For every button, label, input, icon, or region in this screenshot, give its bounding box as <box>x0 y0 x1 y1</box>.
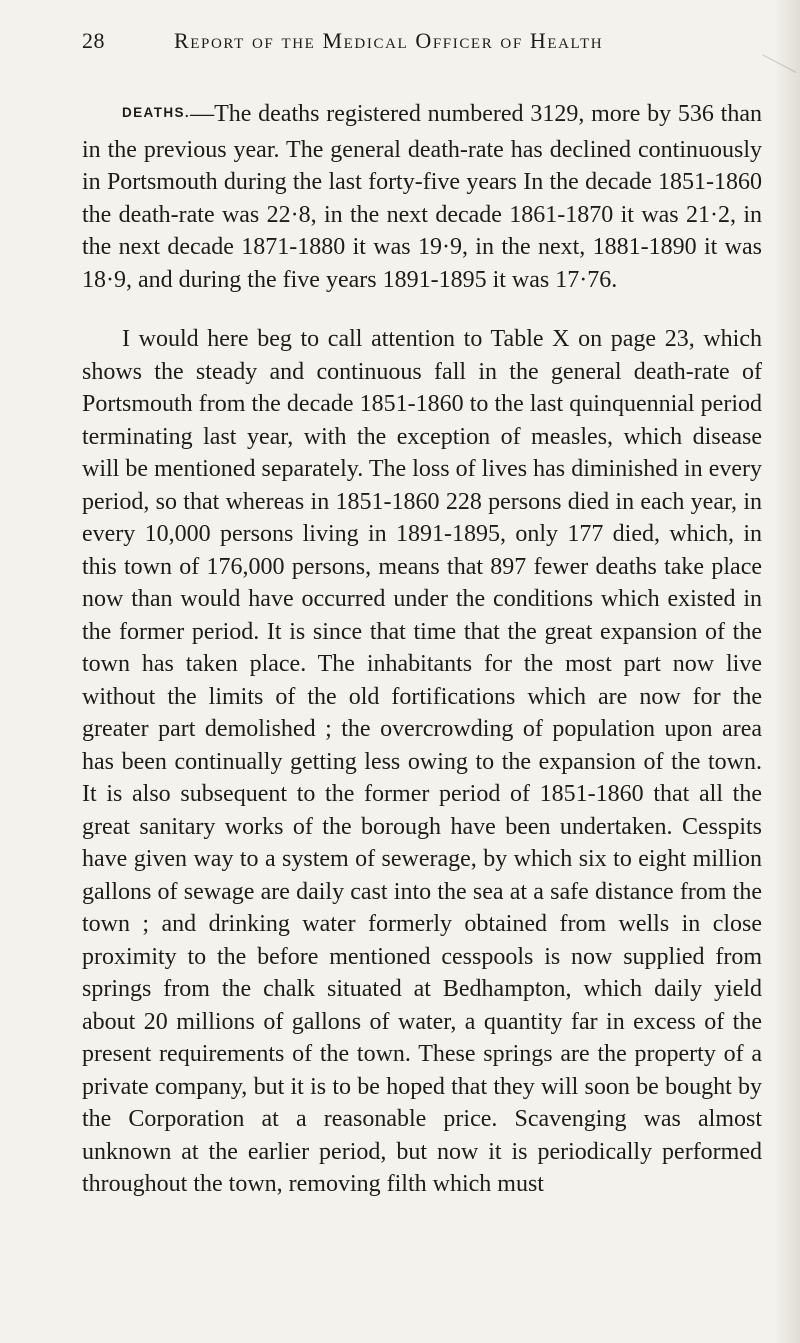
page-number: 28 <box>82 28 105 53</box>
paragraph-text: —The deaths registered numbered 3129, more by 536 than in the previous year. The general death-rate has declined continuously in Portsmouth during the last forty-five years In the decade 1851-1860 the death-rate was 22·8, in the next decade 1861-1870 it was 21·2, in the next decade 1871-1880 it was 19·9, in the next, 1881-1890 it was 18·9, and during the five years 1891-1895 it was 17·76. <box>82 101 762 293</box>
running-head: Report of the Medical Officer of Health <box>174 28 604 53</box>
paragraph-text: I would here beg to call attention to Table X on page 23, which shows the steady and continuous fall in the general death-rate of Portsmouth from the decade 1851-1860 to the last quinquennial period terminating last year, with the exception of measles, which disease will be mentioned separately. The loss of lives has diminished in every period, so that whereas in 1851-1860 228 persons died in each year, in every 10,000 persons living in 1891-1895, only 177 died, which, in this town of 176,000 persons, means that 897 fewer deaths take place now than would have occurred under the conditions which existed in the former period. It is since that time that the great expansion of the town has taken place. The inhabitants for the most part now live without the limits of the old fortifications which are now for the greater part demolished ; the overcrowding of population upon area has been continually getting less owing to the expansion of the town. It is also subsequent to the former period of 1851-1860 that all the great sanitary works of the borough have been undertaken. Cesspits have given way to a system of sewerage, by which six to eight million gallons of sewage are daily cast into the sea at a safe distance from the town ; and drinking water formerly obtained from wells in close proximity to the before mentioned cesspools is now supplied from springs from the chalk situated at Bedhampton, which daily yield about 20 millions of gallons of water, a quantity far in excess of the present requirements of the town. These springs are the property of a private company, but it is to be hoped that they will soon be bought by the Corporation at a reasonable price. Scavenging was almost unknown at the earlier period, but now it is periodically performed throughout the town, removing filth which must <box>82 326 762 1197</box>
paragraph-deaths <box>82 98 762 296</box>
page-header <box>82 28 762 60</box>
section-sidehead: DEATHS. <box>122 105 191 120</box>
body-text <box>82 98 762 1201</box>
page-edge-shadow <box>774 0 800 1343</box>
paragraph-table-x <box>82 323 762 1201</box>
